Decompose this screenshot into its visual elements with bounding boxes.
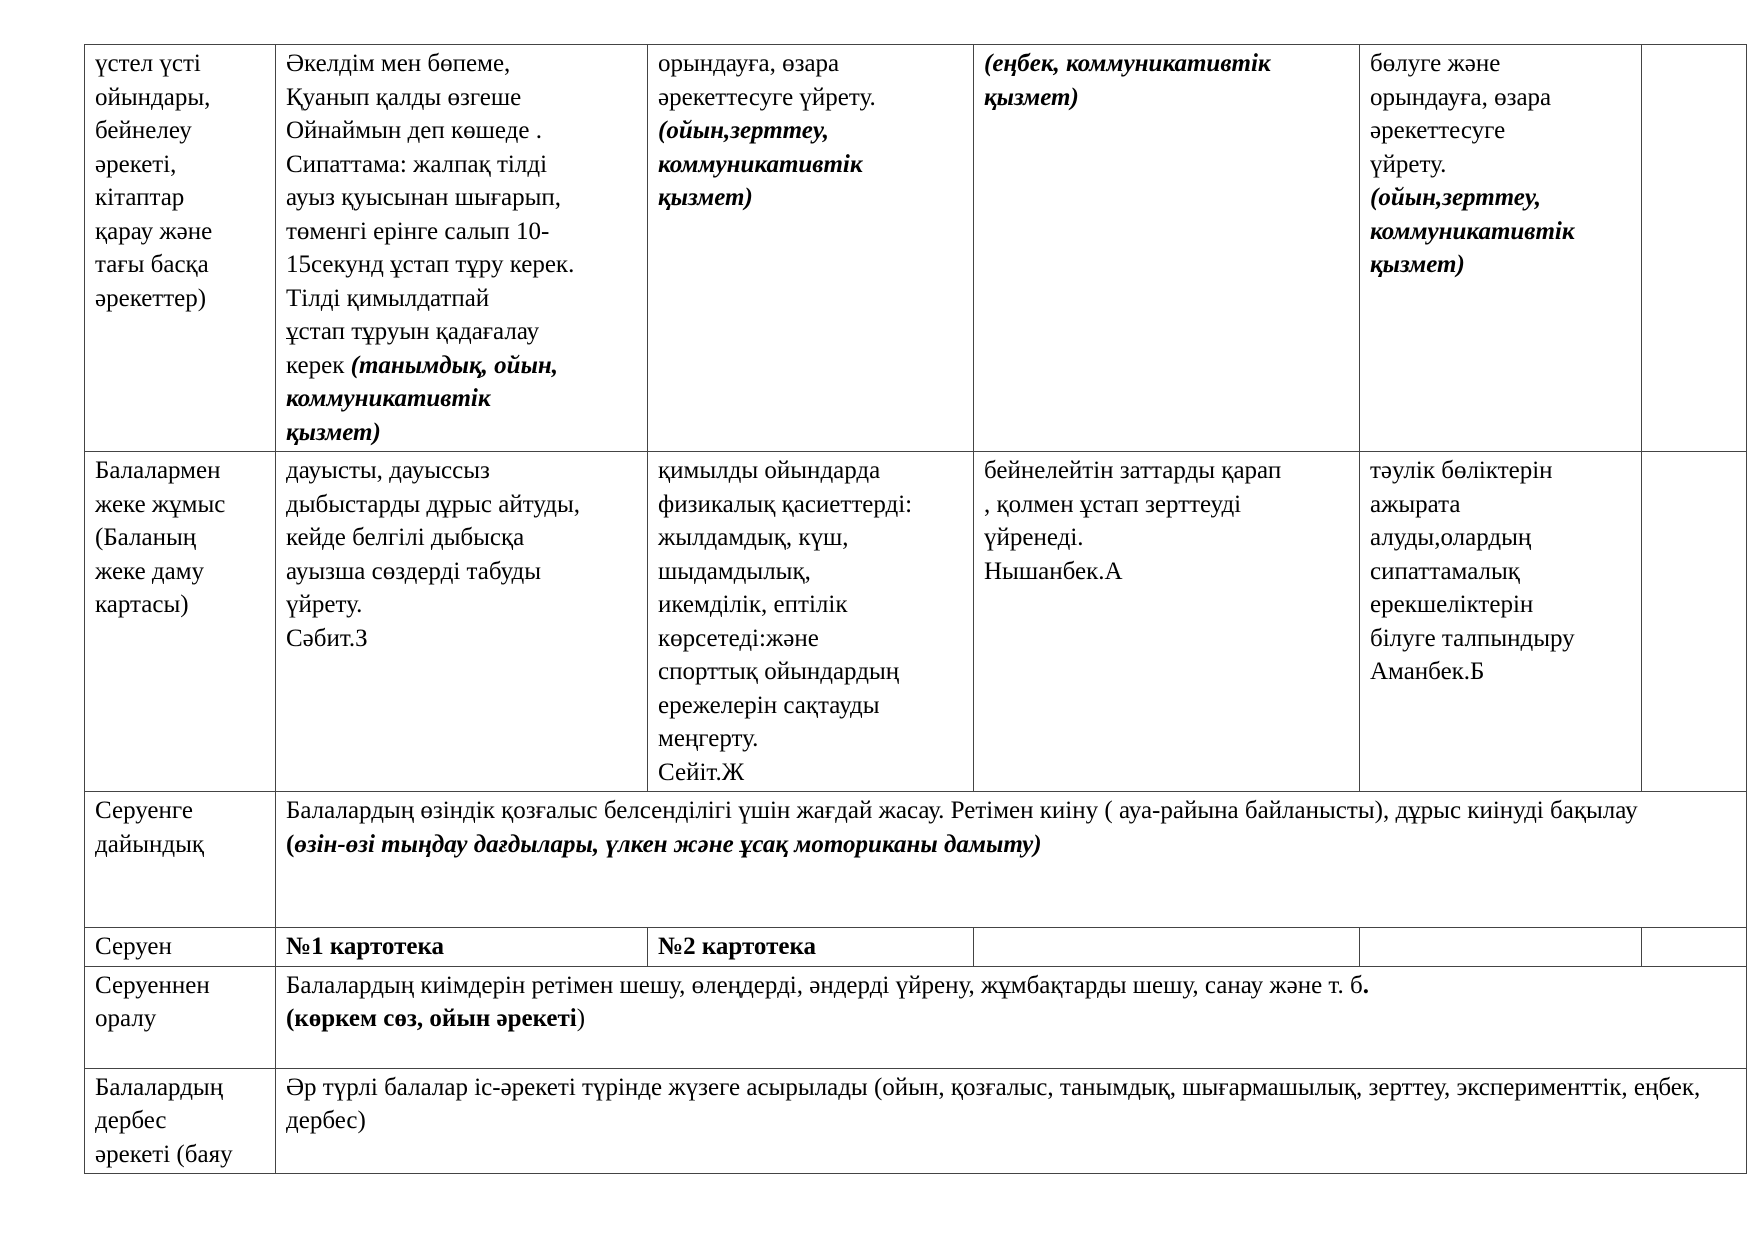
row-label-line: жеке жұмыс	[95, 490, 226, 518]
activity-type-note: коммуникативтік	[286, 385, 491, 412]
child-name: Сейіт.Ж	[658, 758, 745, 786]
day-cell-1	[276, 452, 648, 792]
bracket: )	[576, 1005, 586, 1032]
day-cell-3	[974, 928, 1360, 967]
row-label-line: Балалардың	[95, 1073, 224, 1101]
plan-table-page	[84, 44, 1746, 1174]
day-cell-2	[648, 452, 974, 792]
row-label-line: әрекеті,	[95, 150, 177, 178]
cell-text-line: орындауға, өзара	[1370, 83, 1552, 111]
activity-type-note	[286, 1002, 1736, 1036]
cell-text-line: жылдамдық, күш,	[658, 524, 849, 551]
cell-text-line: физикалық қасиеттерді:	[658, 490, 913, 518]
row-label-line: дайындық	[95, 830, 205, 858]
child-name: Аманбек.Б	[1370, 658, 1485, 685]
cell-text: керек	[286, 351, 351, 379]
day-cell-4	[1360, 452, 1642, 792]
day-cell-3	[974, 452, 1360, 792]
row-label-line: тағы басқа	[95, 251, 209, 278]
row-label-line: Серуен	[95, 933, 172, 960]
cell-text-line: үйренеді.	[984, 524, 1084, 551]
table-row	[85, 966, 1747, 1068]
cell-text-line: меңгерту.	[658, 725, 759, 752]
cell-text-line: сипаттамалық	[1370, 557, 1520, 585]
cell-text-line: алуды,олардың	[1370, 524, 1532, 551]
merged-content-cell	[276, 966, 1747, 1068]
row-label-line: бейнелеу	[95, 117, 192, 144]
row-label-cell	[85, 452, 276, 792]
row-label-line: дербес	[95, 1107, 167, 1134]
row-label-line: әрекеті (баяу	[95, 1140, 233, 1168]
row-label-line: Серуеннен	[95, 971, 210, 999]
cell-text-line: ажырата	[1370, 490, 1461, 518]
cell-text-line: шыдамдылық,	[658, 557, 811, 585]
merged-content-cell	[276, 792, 1747, 928]
row-label-line: (Баланың	[95, 524, 197, 551]
child-name: Нышанбек.А	[984, 557, 1123, 585]
activity-type-note: қызмет)	[658, 184, 753, 211]
day-cell-4	[1360, 928, 1642, 967]
table-row	[85, 45, 1747, 452]
cell-text-line: 15секунд ұстап тұру керек.	[286, 251, 575, 278]
cell-text-line: бейнелейтін заттарды қарап	[984, 457, 1282, 484]
row-label-cell	[85, 45, 276, 452]
daily-plan-table	[84, 44, 1747, 1174]
cell-text-line: қимылды ойындарда	[658, 457, 881, 484]
row-label-cell	[85, 928, 276, 967]
cell-text-line: көрсетеді:және	[658, 624, 819, 652]
row-label-line: оралу	[95, 1005, 157, 1032]
child-name: Сәбит.З	[286, 624, 368, 652]
activity-type-note: коммуникативтік	[1370, 217, 1575, 245]
cell-text-line: білуге талпындыру	[1370, 624, 1575, 652]
cell-text-line	[286, 349, 637, 383]
cell-text-line: ауызша сөздерді табуды	[286, 557, 542, 585]
row-label-line: ойындары,	[95, 83, 211, 111]
day-cell-1	[276, 928, 648, 967]
row-label-cell	[85, 792, 276, 928]
cell-text-line: кейде белгілі дыбысқа	[286, 524, 525, 551]
cell-text-line: әрекеттесуге	[1370, 117, 1506, 144]
row-label-line: кітаптар	[95, 184, 185, 211]
card-file-ref: №1 картотека	[286, 933, 444, 960]
activity-type-note: қызмет)	[984, 83, 1079, 111]
cell-text-line: Әкелдім мен бөпеме,	[286, 50, 511, 77]
row-label-line: Серуенге	[95, 797, 193, 824]
activity-type-note: қызмет)	[286, 418, 381, 446]
table-row	[85, 928, 1747, 967]
row-label-cell	[85, 966, 276, 1068]
row-label-line: қарау және	[95, 217, 213, 245]
activity-type-note: (еңбек, коммуникативтік	[984, 50, 1271, 77]
row-label-line: картасы)	[95, 591, 189, 618]
cell-text-line: тәулік бөліктерін	[1370, 457, 1553, 484]
cell-text-line: бөлуге және	[1370, 50, 1501, 77]
day-cell-5	[1642, 928, 1747, 967]
day-cell-4	[1360, 45, 1642, 452]
cell-text-line: әрекеттесуге үйрету.	[658, 83, 876, 111]
cell-text-line: төменгі ерінге салып 10-	[286, 217, 550, 245]
activity-type-note: (танымдық, ойын,	[350, 351, 559, 379]
cell-text-line: ұстап тұруын қадағалау	[286, 318, 540, 345]
cell-text-line: Сипаттама: жалпақ тілді	[286, 150, 548, 178]
row-label-line: әрекеттер)	[95, 284, 207, 312]
day-cell-2	[648, 45, 974, 452]
row-label-cell	[85, 1068, 276, 1174]
card-file-ref: №2 картотека	[658, 933, 816, 960]
cell-text-line: ережелерін сақтауды	[658, 691, 880, 719]
bracket: (	[286, 830, 295, 858]
cell-text: Балалардың өзіндік қозғалыс белсенділігі үшін жағдай жасау. Ретімен киіну ( ауа-райына байланысты), дұрыс киінуді бақылау	[286, 797, 1638, 824]
cell-text: Әр түрлі балалар іс-әрекеті түрінде жүзеге асырылады (ойын, қозғалыс, танымдық, шығармашылық, зерттеу, эксперименттік, еңбек, дербес)	[286, 1073, 1701, 1134]
cell-text-line: икемділік, ептілік	[658, 591, 848, 618]
day-cell-2	[648, 928, 974, 967]
day-cell-5	[1642, 452, 1747, 792]
activity-type-text: өзін-өзі тыңдау дағдылары, үлкен және ұсақ моториканы дамыту)	[294, 830, 1042, 858]
table-row	[85, 1068, 1747, 1174]
cell-text-line: үйрету.	[1370, 150, 1447, 178]
table-row	[85, 452, 1747, 792]
activity-type-note: (ойын,зерттеу,	[658, 117, 829, 144]
table-row	[85, 792, 1747, 928]
day-cell-5	[1642, 45, 1747, 452]
cell-text-line: ауыз қуысынан шығарып,	[286, 184, 562, 211]
cell-text-line: ерекшеліктерін	[1370, 591, 1534, 618]
period: .	[1362, 971, 1369, 999]
cell-text-line: Қуанып қалды өзгеше	[286, 83, 522, 111]
activity-type-note: коммуникативтік	[658, 150, 863, 178]
cell-text-line: дыбыстарды дұрыс айтуды,	[286, 490, 581, 518]
cell-text-line: спорттық ойындардың	[658, 658, 900, 685]
cell-text: Балалардың киімдерін ретімен шешу, өлеңдерді, әндерді үйрену, жұмбақтарды шешу, санау және т. б	[286, 971, 1363, 999]
cell-text-line: Ойнаймын деп көшеде .	[286, 117, 542, 144]
cell-text-line: Тілді қимылдатпай	[286, 284, 490, 312]
activity-type-text: (көркем сөз, ойын әрекеті	[286, 1005, 577, 1032]
cell-text-line: орындауға, өзара	[658, 50, 840, 77]
row-label-line: үстел үсті	[95, 50, 201, 77]
activity-type-note: (ойын,зерттеу,	[1370, 184, 1541, 211]
activity-type-note	[286, 828, 1736, 862]
cell-text-line: үйрету.	[286, 591, 363, 618]
day-cell-1	[276, 45, 648, 452]
row-label-line: жеке даму	[95, 557, 205, 585]
activity-type-note: қызмет)	[1370, 251, 1465, 278]
cell-text-line: , қолмен ұстап зерттеуді	[984, 490, 1242, 518]
cell-text-line	[286, 969, 1736, 1003]
merged-content-cell	[276, 1068, 1747, 1174]
cell-text-line: дауысты, дауыссыз	[286, 457, 490, 484]
day-cell-3	[974, 45, 1360, 452]
row-label-line: Балалармен	[95, 457, 221, 484]
